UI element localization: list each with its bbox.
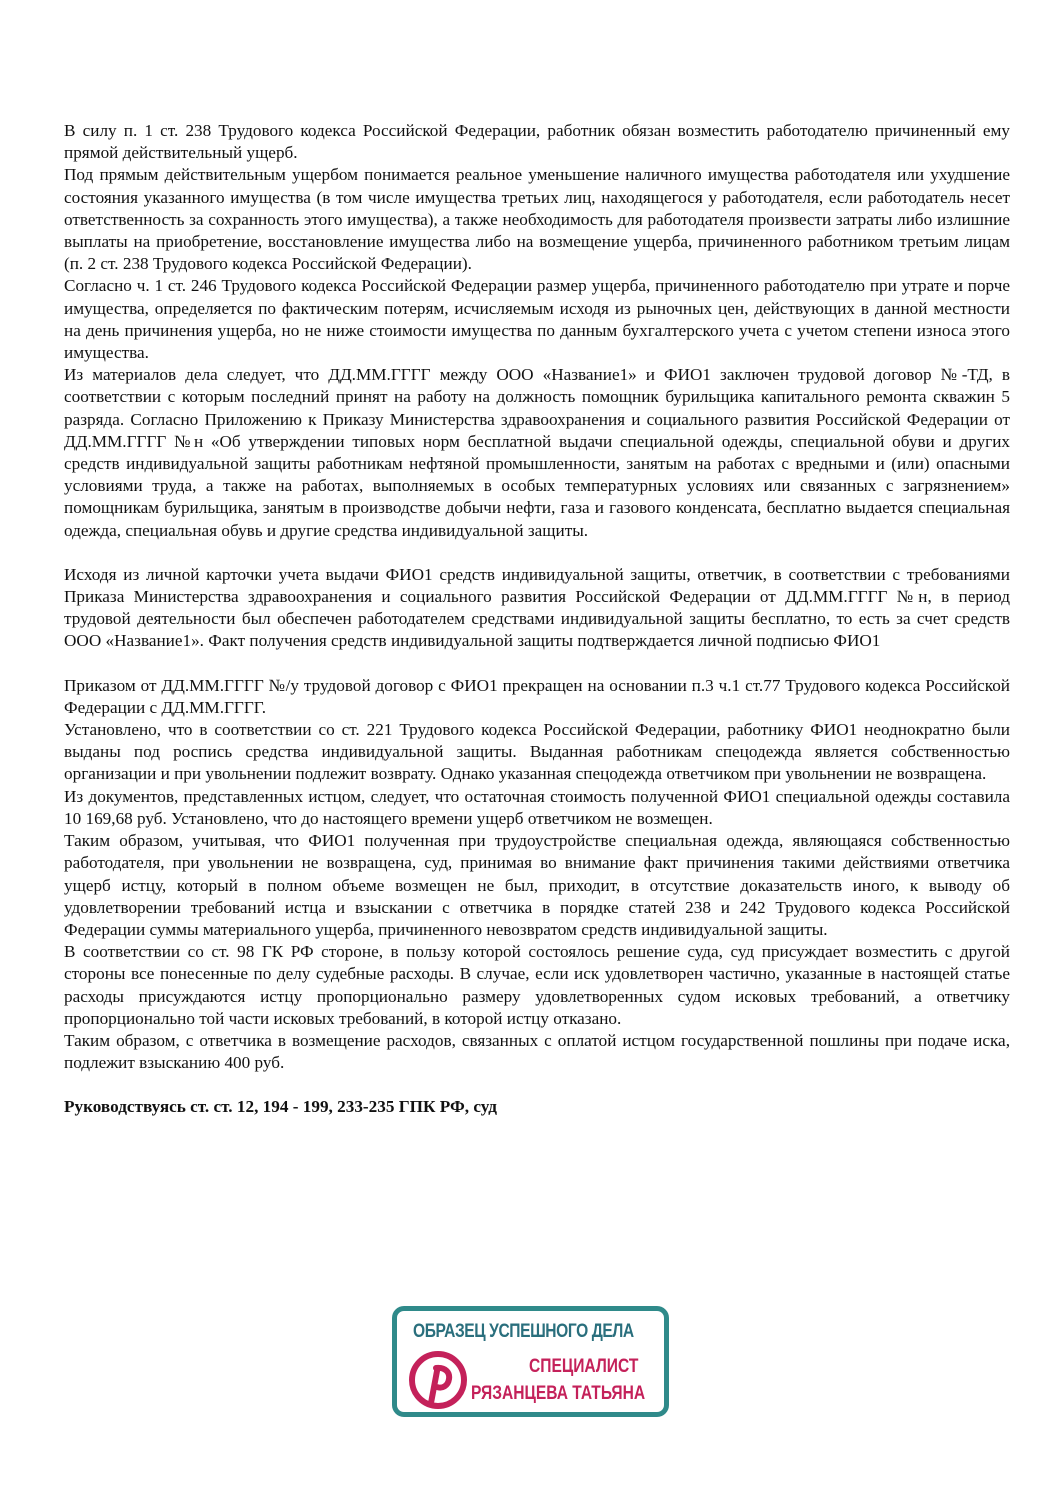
paragraph-art-246: Согласно ч. 1 ст. 246 Трудового кодекса Российской Федерации размер ущерба, причиненного работодателю при утрате и порче имущества, определяется по фактическим потерям, исчисляемым исходя из рыночных цен, действующих в данной местности на день причинения ущерба, но не ниже стоимости имущества по данным бухгалтерского учета с учетом степени износа этого имущества. [64,276,1010,363]
paragraph-conclusion: Таким образом, учитывая, что ФИО1 полученная при трудоустройстве специальная одежда, являющаяся собственностью работодателя, при увольнении не возвращена, суд, принимая во внимание факт причинения такими действиями ответчика ущерб истцу, который в полном объеме возмещен не был, приходит, в отсутствие доказательств иного, к выводу об удовлетворении требований истца и взыскании с ответчика в порядке статей 238 и 242 Трудового кодекса Российской Федерации суммы материального ущерба, причиненного невозвратом средств индивидуальной защиты. [64,831,1010,939]
paragraph-case-materials: Из материалов дела следует, что ДД.ММ.ГГГГ между ООО «Название1» и ФИО1 заключен трудовой договор №-ТД, в соответствии с которым последний принят на работу на должность помощник бурильщика капитального ремонта скважин 5 разряда. Согласно Приложению к Приказу Министерства здравоохранения и социального развития Российской Федерации от ДД.ММ.ГГГГ №н «Об утверждении типовых норм бесплатной выдачи специальной одежды, специальной обуви и других средств индивидуальной защиты работникам нефтяной промышленности, занятым на работах с вредными и (или) опасными условиями труда, а также на работах, выполняемых в особых температурных условиях или связанных с загрязнением» помощникам бурильщика, занятым в производстве добычи нефти, газа и газового конденсата, бесплатно выдается специальная одежда, специальная обувь и другие средства индивидуальной защиты. [64,365,1010,540]
paragraph-court-costs: В соответствии со ст. 98 ГК РФ стороне, в пользу которой состоялось решение суда, суд присуждает возместить с другой стороны все понесенные по делу судебные расходы. В случае, если иск удовлетворен частично, указанные в настоящей статье расходы присуждаются истцу пропорционально размеру удовлетворенных судом исковых требований, а ответчику пропорционально той части исковых требований, в которой истцу отказано. [64,942,1010,1028]
pinterest-icon [409,1351,467,1409]
closing-line: Руководствуясь ст. ст. 12, 194 - 199, 233-235 ГПК РФ, суд [64,1097,497,1117]
paragraph-personal-card: Исходя из личной карточки учета выдачи ФИО1 средств индивидуальной защиты, ответчик, в соответствии с требованиями Приказа Министерства здравоохранения и социального развития Российской Федерации от ДД.ММ.ГГГГ №н, в период трудовой деятельности был обеспечен работодателем средствами индивидуальной защиты бесплатно, то есть за счет средств ООО «Название1». Факт получения средств индивидуальной защиты подтверждается личной подписью ФИО1 [64,564,1010,651]
document-page [64,120,1010,1119]
paragraph-residual-value: Из документов, представленных истцом, следует, что остаточная стоимость полученной ФИО1 специальной одежды составила 10 169,68 руб. Установлено, что до настоящего времени ущерб ответчиком не возмещен. [64,786,1010,828]
paragraph-direct-damage-definition: Под прямым действительным ущербом понимается реальное уменьшение наличного имущества работодателя или ухудшение состояния указанного имущества (в том числе имущества третьих лиц, находящегося у работодателя, если работодатель несет ответственность за сохранность этого имущества), а также необходимость для работодателя произвести затраты либо излишние выплаты на приобретение, восстановление имущества либо на возмещение ущерба, причиненного работником третьим лицам (п. 2 ст. 238 Трудового кодекса Российской Федерации). [64,165,1010,274]
stamp-specialist: СПЕЦИАЛИСТ [529,1356,639,1377]
paragraph-spacer [64,1074,1010,1096]
success-case-stamp [392,1306,669,1417]
paragraph-art-221: Установлено, что в соответствии со ст. 221 Трудового кодекса Российской Федерации, работнику ФИО1 неоднократно были выданы под роспись средства индивидуальной защиты. Выданная работникам спецодежда является собственностью организации и при увольнении подлежит возврату. Однако указанная спецодежда ответчиком при увольнении не возвращена. [64,720,1010,784]
paragraph-spacer [64,653,1010,675]
paragraph-spacer [64,542,1010,564]
paragraph-dismissal-order: Приказом от ДД.ММ.ГГГГ №/у трудовой договор с ФИО1 прекращен на основании п.3 ч.1 ст.77 Трудового кодекса Российской Федерации с ДД.ММ.ГГГГ. [64,675,1010,717]
paragraph-state-duty: Таким образом, с ответчика в возмещение расходов, связанных с оплатой истцом государственной пошлины при подаче иска, подлежит взысканию 400 руб. [64,1030,1010,1073]
stamp-title: ОБРАЗЕЦ УСПЕШНОГО ДЕЛА [413,1321,634,1342]
stamp-name: РЯЗАНЦЕВА ТАТЬЯНА [471,1383,646,1404]
paragraph-art-238-p1: В силу п. 1 ст. 238 Трудового кодекса Российской Федерации, работник обязан возместить работодателю причиненный ему прямой действительный ущерб. [64,121,1010,163]
